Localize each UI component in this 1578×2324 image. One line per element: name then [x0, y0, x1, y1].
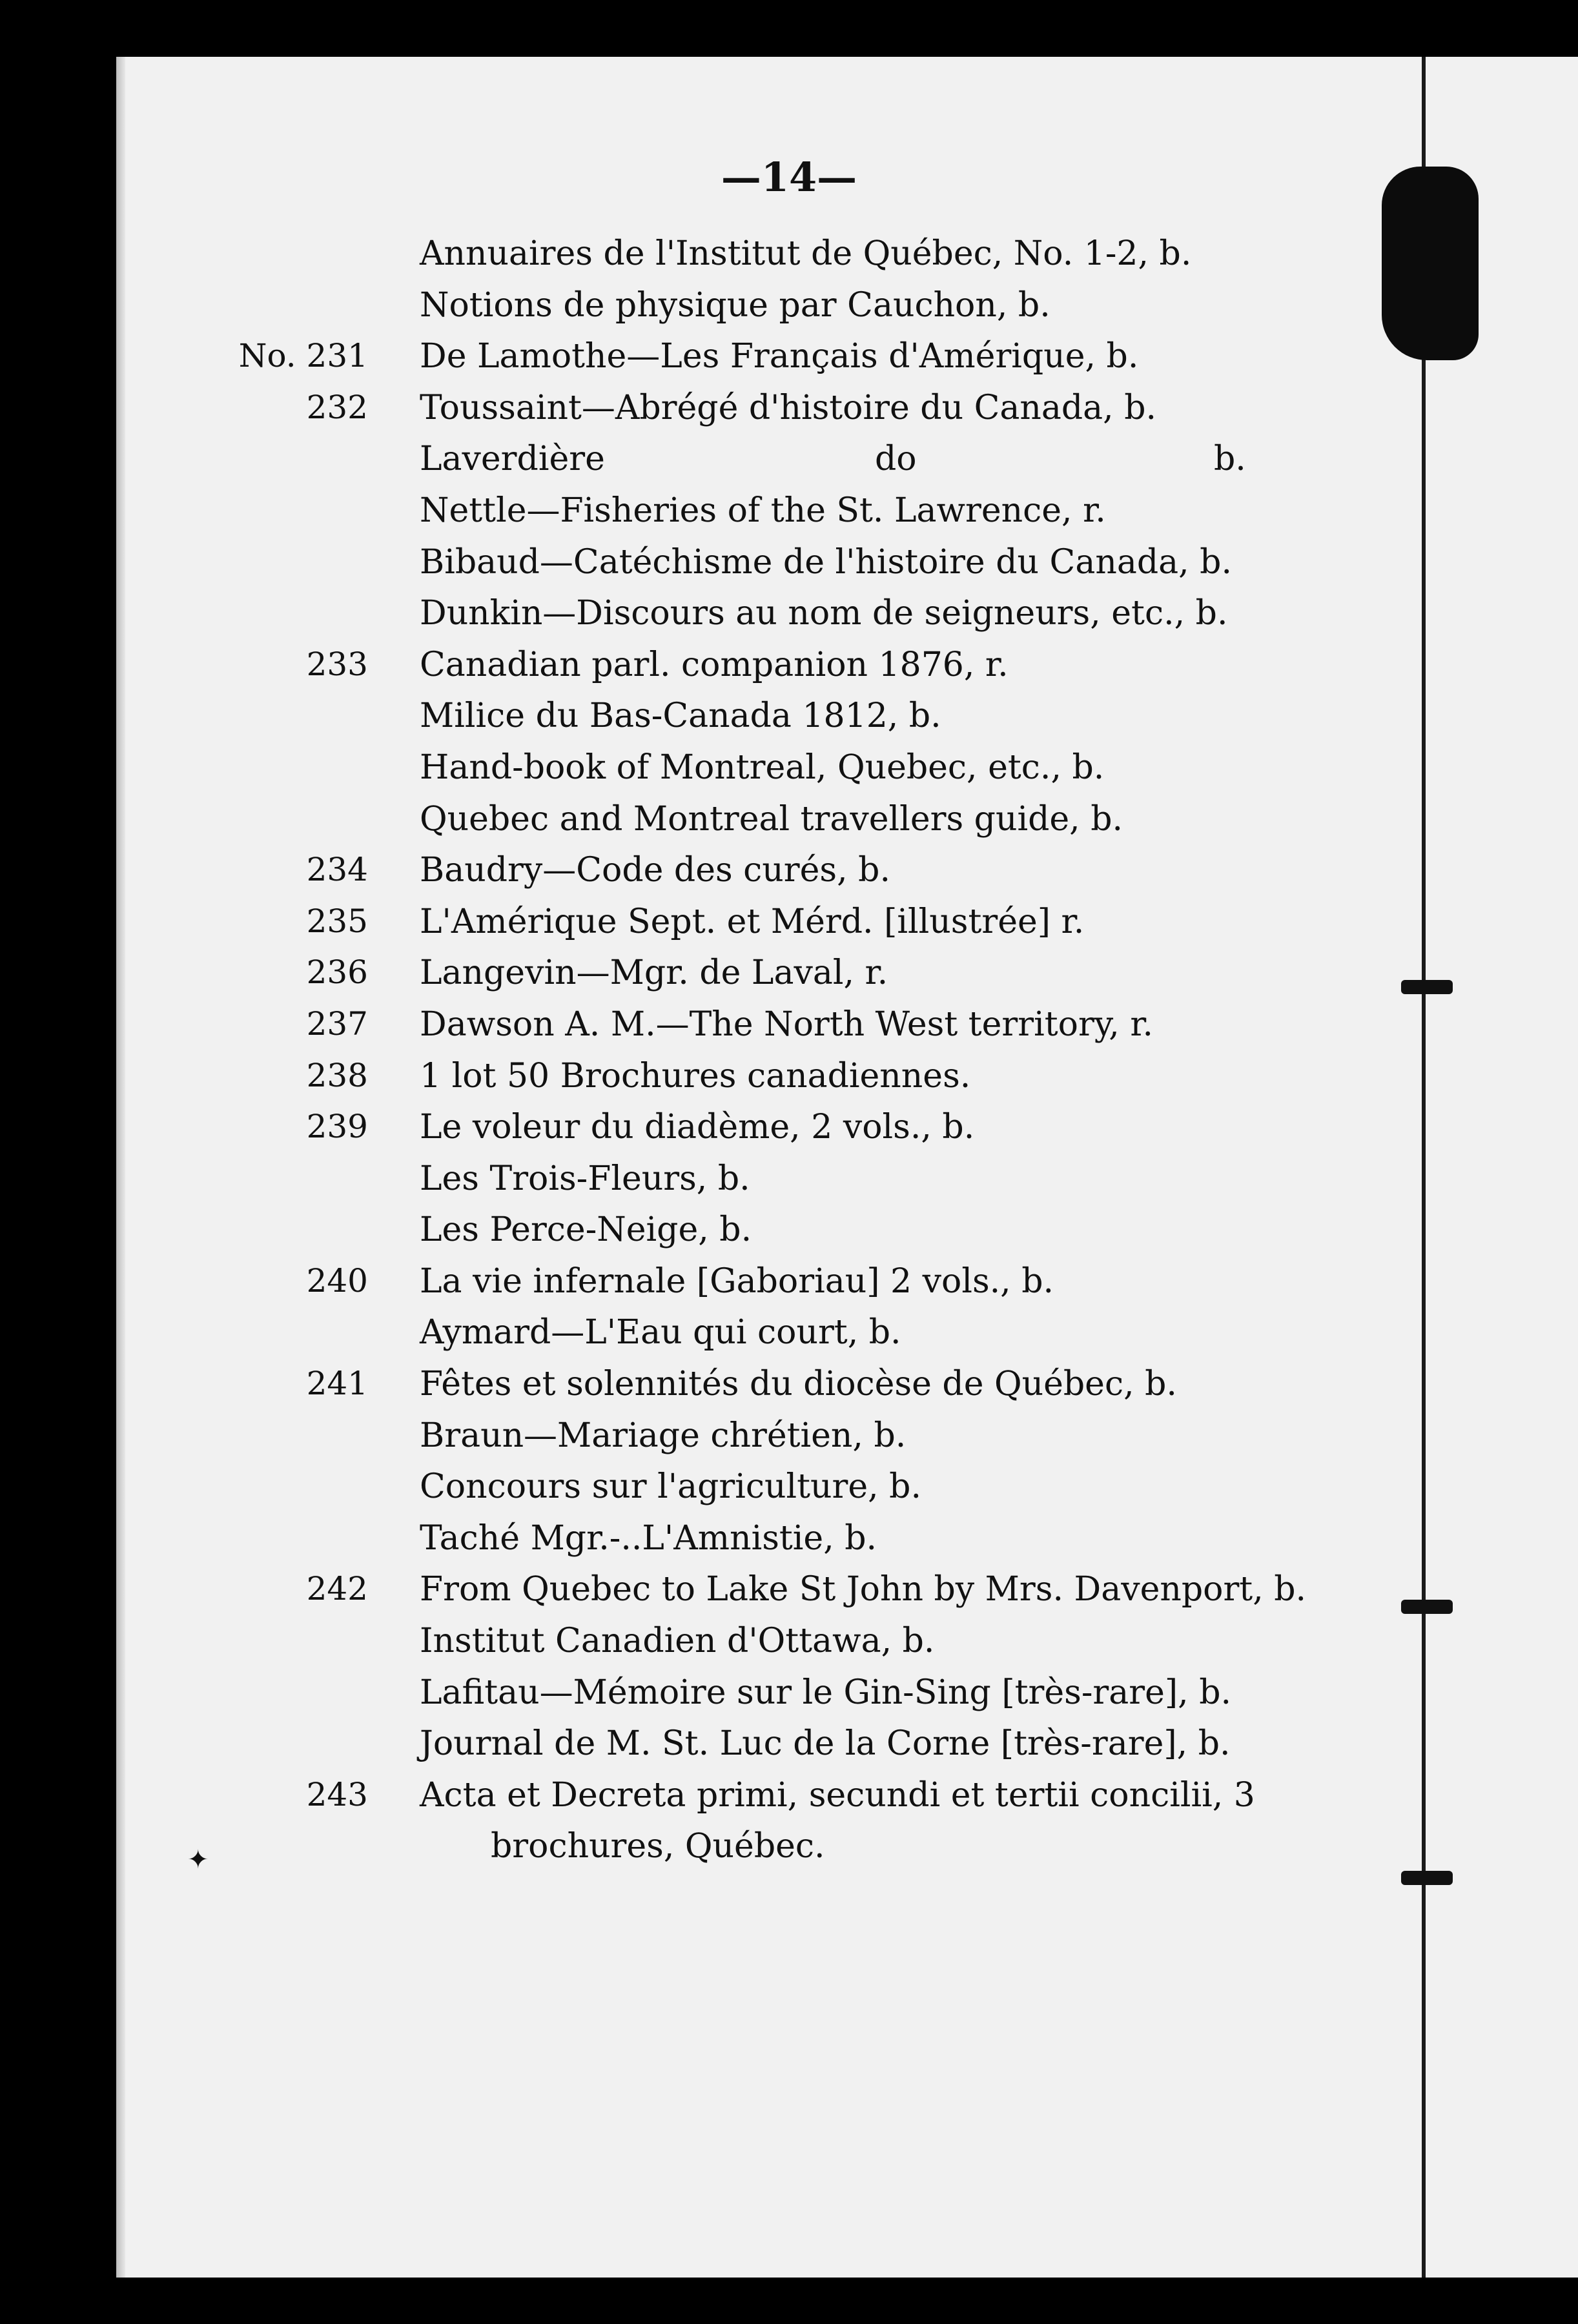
- entry-row: [116, 389, 1408, 440]
- entry-row: [116, 543, 1408, 595]
- entry-row: [116, 1057, 1408, 1108]
- entry-text: Fêtes et solennités du diocèse de Québec, b.: [420, 1365, 1177, 1404]
- entry-text: Baudry—Code des curés, b.: [420, 851, 890, 890]
- entry-text: Laverdière: [420, 440, 605, 479]
- lot-number: 237: [306, 1004, 368, 1043]
- entry-row: [116, 491, 1408, 543]
- entry-row: [116, 1622, 1408, 1673]
- entry-row: [116, 1365, 1408, 1416]
- lot-number: 235: [306, 902, 368, 940]
- entry-row: [116, 1519, 1408, 1571]
- entry-row: [116, 1313, 1408, 1365]
- entry-row: [116, 234, 1408, 286]
- entry-text: Dunkin—Discours au nom de seigneurs, etc., b.: [420, 594, 1228, 633]
- entry-row: [116, 1724, 1408, 1776]
- entry-row: [116, 953, 1408, 1005]
- entry-text-continuation: brochures, Québec.: [491, 1827, 825, 1866]
- entry-row: [116, 1827, 1408, 1879]
- lot-number: 241: [306, 1365, 368, 1403]
- lot-number: 239: [306, 1108, 368, 1146]
- entry-text: Langevin—Mgr. de Laval, r.: [420, 953, 888, 993]
- entry-row: [116, 1262, 1408, 1314]
- entry-row: [116, 748, 1408, 800]
- lot-number: No. 231: [238, 337, 368, 375]
- entry-text: Notions de physique par Cauchon, b.: [420, 285, 1050, 325]
- entry-text: Les Perce-Neige, b.: [420, 1210, 752, 1250]
- page-fold-line: [1422, 57, 1426, 2278]
- entry-text: Dawson A. M.—The North West territory, r.: [420, 1004, 1154, 1044]
- entry-text: Bibaud—Catéchisme de l'histoire du Canada, b.: [420, 542, 1232, 582]
- ditto-mark: do: [875, 440, 917, 479]
- lot-number: 234: [306, 851, 368, 889]
- entry-text: Lafitau—Mémoire sur le Gin-Sing [très-rare], b.: [420, 1673, 1232, 1712]
- entry-text: Concours sur l'agriculture, b.: [420, 1467, 921, 1507]
- entry-row: [116, 1005, 1408, 1057]
- entry-row: [116, 1416, 1408, 1468]
- entry-row: [116, 902, 1408, 954]
- entry-row: [116, 800, 1408, 851]
- entry-row: [116, 1776, 1408, 1828]
- entry-text: Aymard—L'Eau qui court, b.: [420, 1313, 901, 1352]
- binding-clip: [1401, 1600, 1453, 1614]
- entry-text: Braun—Mariage chrétien, b.: [420, 1416, 907, 1455]
- entry-row: [116, 440, 1408, 491]
- binding-clip: [1401, 1871, 1453, 1885]
- lot-number: 236: [306, 953, 368, 992]
- entry-row: [116, 1159, 1408, 1211]
- entry-text: Institut Canadien d'Ottawa, b.: [420, 1622, 935, 1661]
- lot-number: 233: [306, 645, 368, 683]
- entry-row: [116, 851, 1408, 902]
- entry-row: [116, 646, 1408, 697]
- entry-row: [116, 594, 1408, 646]
- lot-number: 240: [306, 1261, 368, 1300]
- entry-text: Annuaires de l'Institut de Québec, No. 1-2, b.: [420, 234, 1192, 273]
- catalogue-entries: [116, 234, 1408, 1879]
- entry-text: 1 lot 50 Brochures canadiennes.: [420, 1056, 971, 1096]
- entry-text: From Quebec to Lake St John by Mrs. Davenport, b.: [420, 1570, 1307, 1609]
- entry-row: [116, 286, 1408, 338]
- entry-text: Toussaint—Abrégé d'histoire du Canada, b.: [420, 388, 1157, 427]
- entry-row: [116, 697, 1408, 748]
- entry-row: [116, 1108, 1408, 1159]
- entry-row: [116, 1467, 1408, 1519]
- catalogue-page: [116, 57, 1578, 2278]
- page-number: —14—: [721, 154, 857, 201]
- ink-speck: ✦: [187, 1845, 209, 1875]
- lot-number: 243: [306, 1775, 368, 1813]
- entry-text: Nettle—Fisheries of the St. Lawrence, r.: [420, 491, 1106, 530]
- entry-text: Milice du Bas-Canada 1812, b.: [420, 697, 941, 736]
- entry-text: Acta et Decreta primi, secundi et tertii concilii, 3: [420, 1775, 1255, 1815]
- lot-number: 242: [306, 1570, 368, 1608]
- entry-text: L'Amérique Sept. et Mérd. [illustrée] r.: [420, 902, 1085, 941]
- entry-row: [116, 1570, 1408, 1622]
- entry-text: Quebec and Montreal travellers guide, b.: [420, 799, 1123, 839]
- entry-text: De Lamothe—Les Français d'Amérique, b.: [420, 337, 1139, 376]
- entry-text: Le voleur du diadème, 2 vols., b.: [420, 1108, 975, 1147]
- entry-text: Canadian parl. companion 1876, r.: [420, 645, 1009, 684]
- entry-text: Journal de M. St. Luc de la Corne [très-rare], b.: [420, 1724, 1231, 1764]
- entry-row: [116, 1673, 1408, 1725]
- entry-text: Taché Mgr.-..L'Amnistie, b.: [420, 1518, 877, 1558]
- lot-number: 232: [306, 388, 368, 426]
- entry-text: La vie infernale [Gaboriau] 2 vols., b.: [420, 1261, 1054, 1301]
- entry-suffix: b.: [1214, 440, 1246, 479]
- entry-text: Hand-book of Montreal, Quebec, etc., b.: [420, 748, 1105, 787]
- entry-text: Les Trois-Fleurs, b.: [420, 1159, 750, 1198]
- lot-number: 238: [306, 1056, 368, 1094]
- entry-row: [116, 337, 1408, 389]
- binding-clip: [1401, 980, 1453, 994]
- entry-row: [116, 1210, 1408, 1262]
